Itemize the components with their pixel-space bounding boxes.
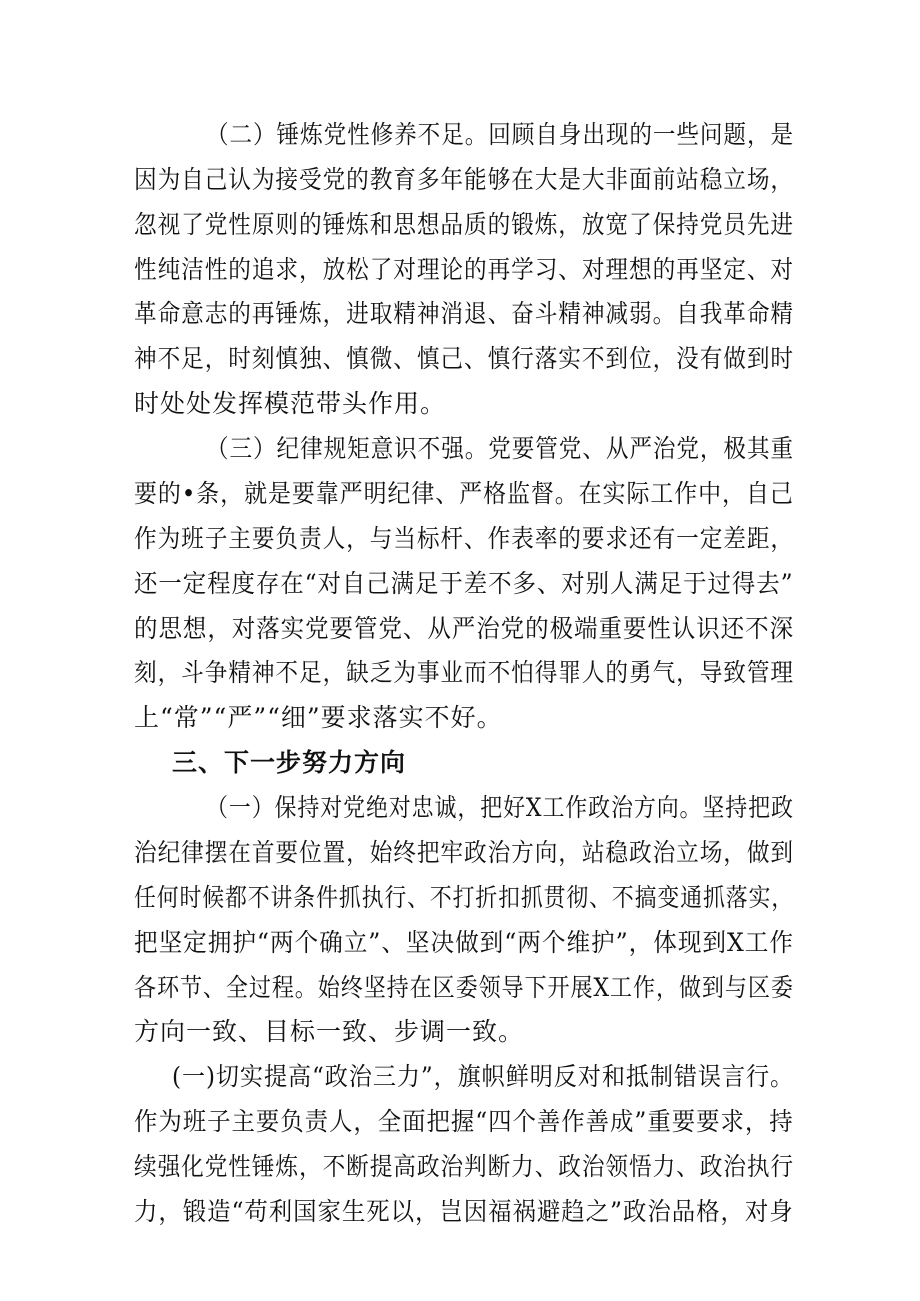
paragraph-line: 治纪律摆在首要位置，始终把牢政治方向，站稳政治立场，做到 — [134, 838, 795, 867]
paragraph-line: 各环节、全过程。始终坚持在区委领导下开展X工作，做到与区委 — [134, 973, 794, 1002]
paragraph-line: 把坚定拥护“两个确立”、坚决做到“两个维护”，体现到X工作 — [134, 928, 794, 957]
paragraph-line: （一）保持对党绝对忠诚，把好X工作政治方向。坚持把政 — [206, 793, 794, 822]
paragraph-line: （二）锤炼党性修养不足。回顾自身出现的一些问题，是 — [206, 120, 795, 149]
paragraph-line: 作为班子主要负责人，与当标杆、作表率的要求还有一定差距， — [134, 524, 795, 553]
paragraph-line: 作为班子主要负责人，全面把握“四个善作善成”重要要求，持 — [134, 1107, 794, 1136]
paragraph-line: 还一定程度存在“对自己满足于差不多、对别人满足于过得去” — [134, 569, 794, 598]
paragraph-line: 要的•条，就是要靠严明纪律、严格监督。在实际工作中，自己 — [134, 479, 794, 508]
paragraph-line: 的思想，对落实党要管党、从严治党的极端重要性认识还不深 — [134, 614, 795, 643]
paragraph-line: 因为自己认为接受党的教育多年能够在大是大非面前站稳立场， — [134, 165, 795, 194]
paragraph-line: 力，锻造“苟利国家生死以，岂因福祸避趋之”政治品格，对身 — [134, 1197, 794, 1226]
paragraph-line: 时处处发挥模范带头作用。 — [134, 389, 447, 418]
paragraph-line: 续强化党性锤炼，不断提高政治判断力、政治领悟力、政治执行 — [134, 1152, 795, 1181]
paragraph-line: 革命意志的再锤炼，进取精神消退、奋斗精神减弱。自我革命精 — [134, 299, 795, 328]
paragraph-line: 任何时候都不讲条件抓执行、不打折扣抓贯彻、不搞变通抓落实， — [134, 883, 794, 912]
paragraph-line: 性纯洁性的追求，放松了对理论的再学习、对理想的再坚定、对 — [134, 255, 795, 284]
section-heading: 三、下一步努力方向 — [172, 748, 407, 777]
paragraph-line: (一)切实提高“政治三力”，旗帜鲜明反对和抵制错误言行。 — [172, 1062, 795, 1091]
paragraph-line: 上“常”“严”“细”要求落实不好。 — [134, 703, 503, 732]
paragraph-line: 神不足，时刻慎独、慎微、慎己、慎行落实不到位，没有做到时 — [134, 344, 795, 373]
paragraph-line: 忽视了党性原则的锤炼和思想品质的锻炼，放宽了保持党员先进 — [134, 210, 795, 239]
paragraph-line: 方向一致、目标一致、步调一致。 — [134, 1017, 525, 1046]
paragraph-line: 刻，斗争精神不足，缺乏为事业而不怕得罪人的勇气，导致管理 — [134, 658, 795, 687]
paragraph-line: （三）纪律规矩意识不强。党要管党、从严治党，极其重 — [206, 434, 795, 463]
